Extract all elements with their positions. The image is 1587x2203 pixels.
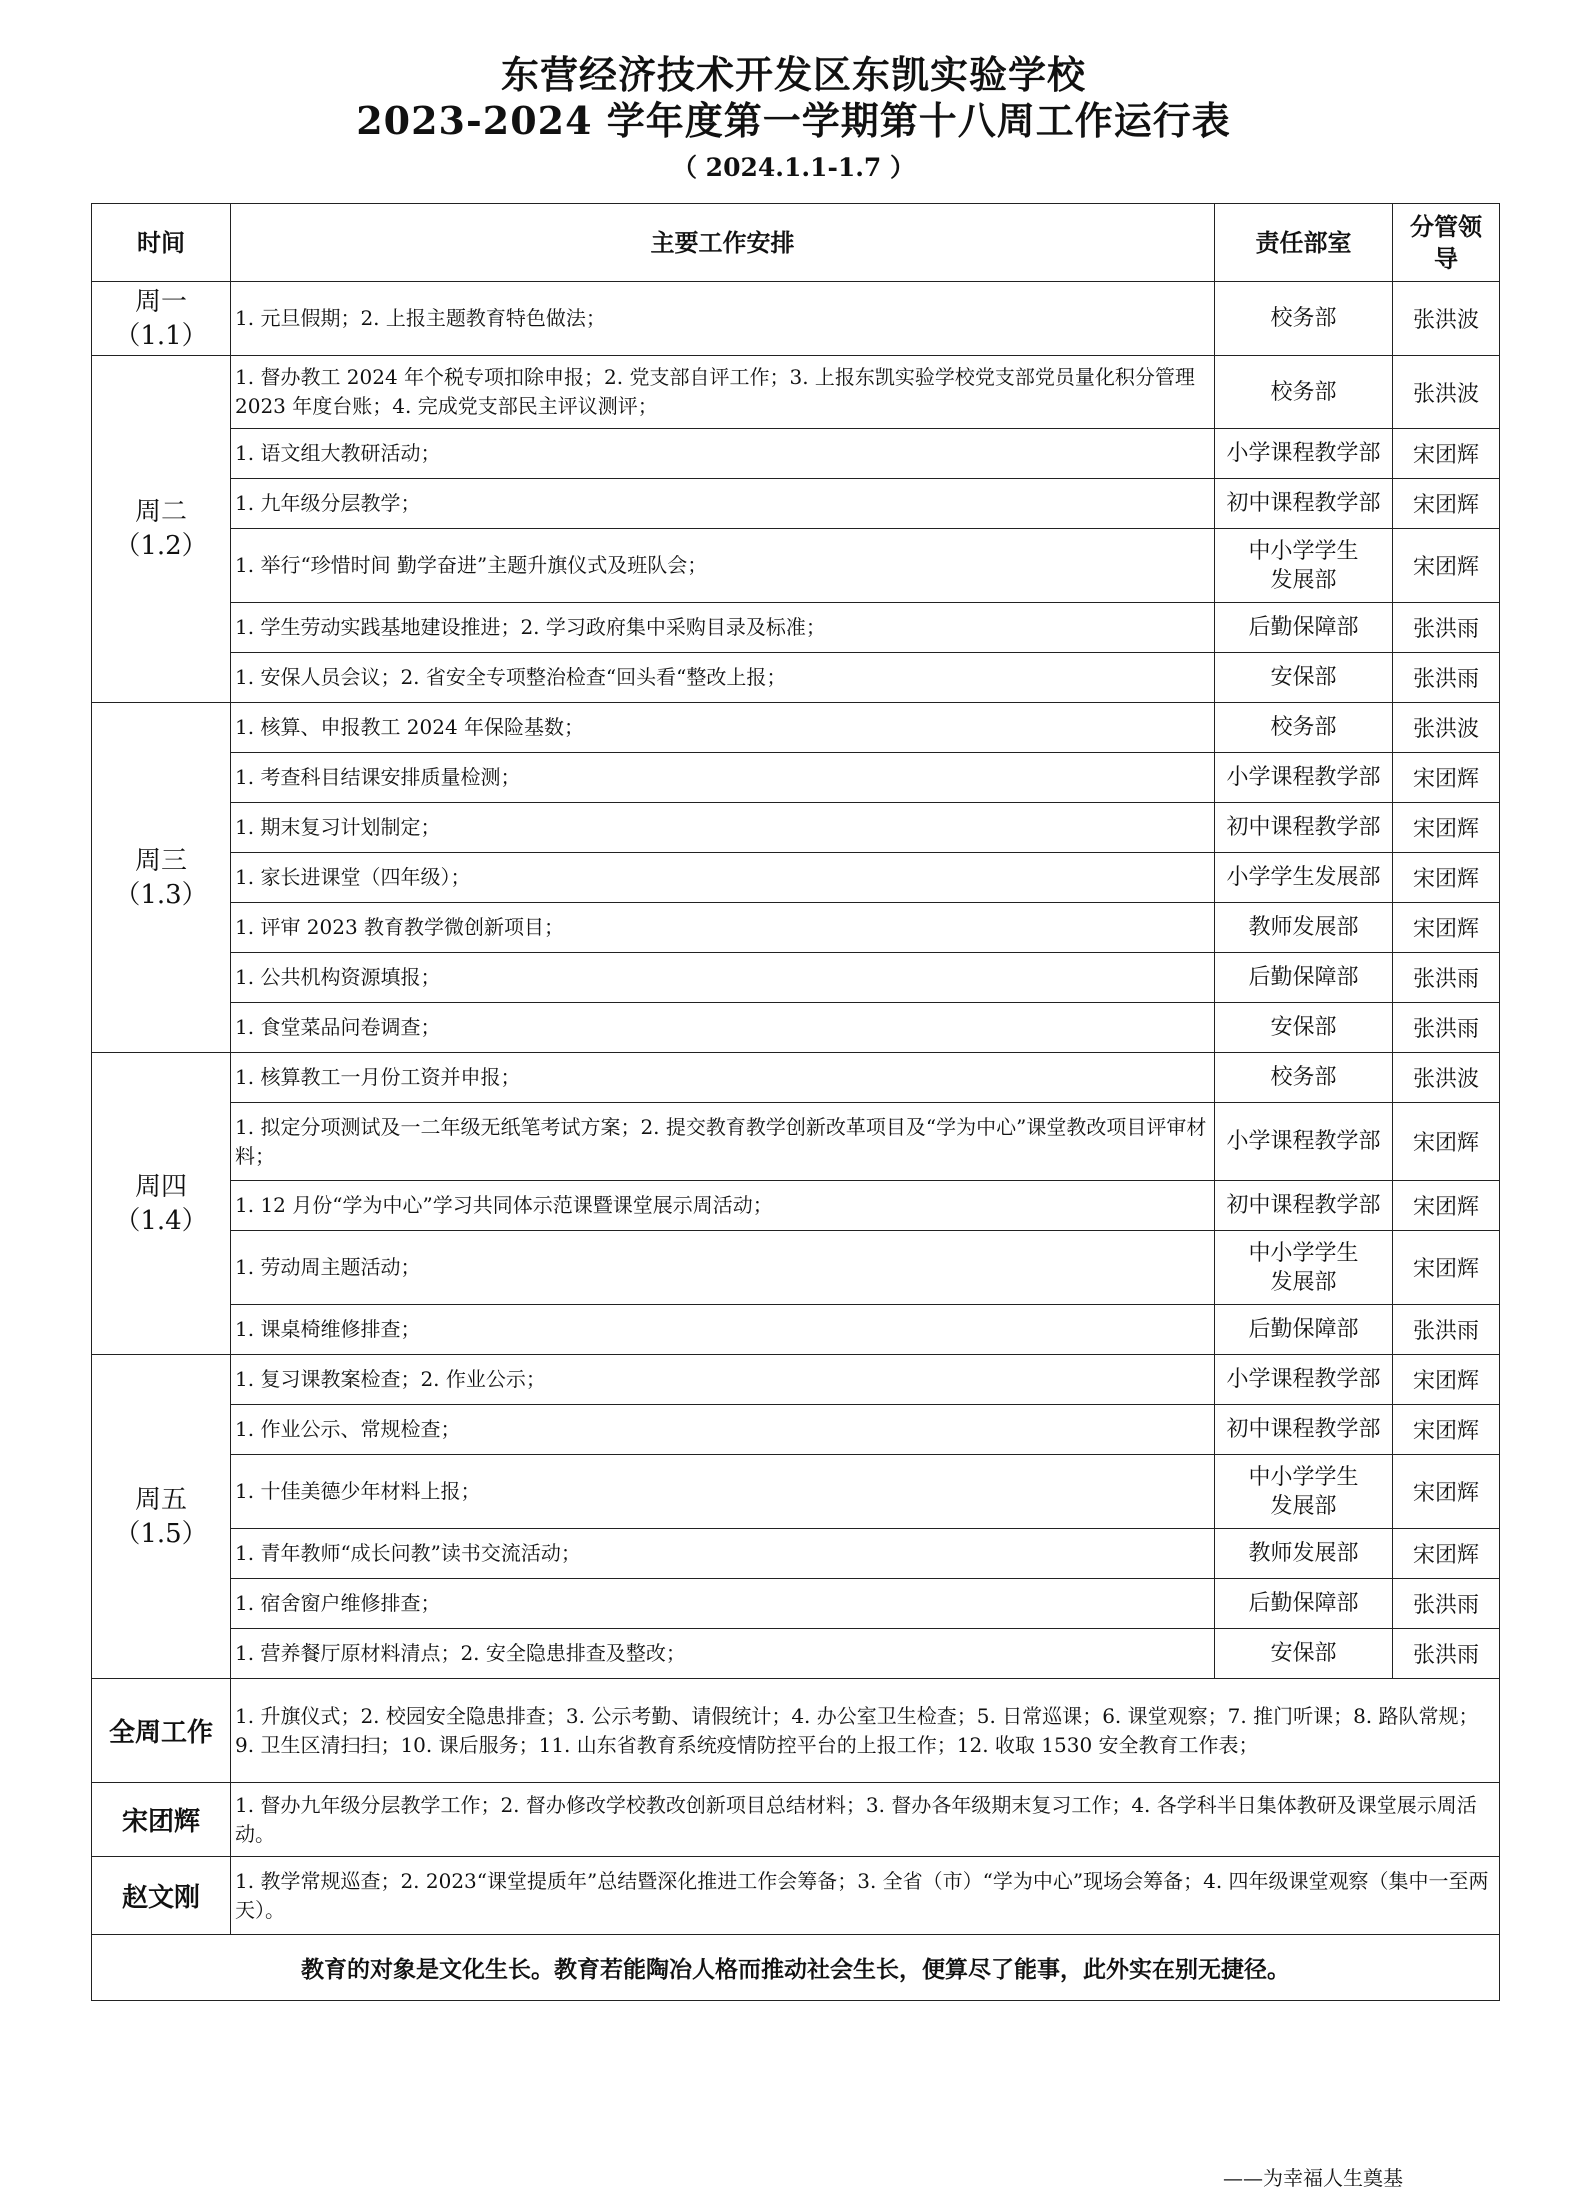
table-row: [92, 803, 1500, 853]
department-cell: [1215, 1355, 1393, 1405]
leader-cell: 宋团辉: [1393, 1355, 1500, 1405]
department-text: 后勤保障部: [1248, 615, 1359, 640]
leader-cell: 张洪雨: [1393, 1003, 1500, 1053]
table-row: [92, 429, 1500, 479]
task-cell: 1. 期末复习计划制定；: [231, 803, 1215, 853]
leader-cell: 张洪雨: [1393, 603, 1500, 653]
department-cell: [1215, 853, 1393, 903]
task-cell: 1. 语文组大教研活动；: [231, 429, 1215, 479]
school-name: 东营经济技术开发区东凯实验学校: [500, 52, 1086, 97]
day-date: （1.5）: [114, 1518, 208, 1549]
department-text: 中小学学生发展部: [1248, 1240, 1359, 1295]
leader-cell: 张洪雨: [1393, 1579, 1500, 1629]
task-cell: 1. 家长进课堂（四年级）；: [231, 853, 1215, 903]
table-row: [92, 356, 1500, 429]
department-cell: [1215, 1405, 1393, 1455]
day-name: 周三: [134, 845, 187, 876]
summary-label: 宋团辉: [92, 1783, 231, 1857]
department-text: 安保部: [1270, 665, 1337, 690]
department-text: 小学课程教学部: [1226, 441, 1381, 466]
department-cell: [1215, 953, 1393, 1003]
date-range: （ 2024.1.1-1.7 ）: [671, 153, 916, 182]
table-header-row: [92, 204, 1500, 282]
day-cell: [92, 703, 231, 1053]
column-header-tasks: 主要工作安排: [231, 204, 1215, 282]
department-text: 初中课程教学部: [1226, 815, 1381, 840]
summary-text: 1. 升旗仪式；2. 校园安全隐患排查；3. 公示考勤、请假统计；4. 办公室卫生检查；5. 日常巡课；6. 课堂观察；7. 推门听课；8. 路队常规；9. 卫生区清扫扫；10. 课后服务；11. 山东省教育系统疫情防控平台的上报工作；12. 收取 1530 安全教育工作表；: [231, 1679, 1500, 1783]
leader-cell: 张洪波: [1393, 1053, 1500, 1103]
department-cell: [1215, 479, 1393, 529]
department-text: 初中课程教学部: [1226, 491, 1381, 516]
leader-cell: 宋团辉: [1393, 1529, 1500, 1579]
department-text: 校务部: [1270, 1065, 1337, 1090]
department-text: 中小学学生发展部: [1248, 1464, 1359, 1519]
table-row: [92, 1579, 1500, 1629]
table-row: [92, 1305, 1500, 1355]
table-row: [92, 953, 1500, 1003]
department-text: 校务部: [1270, 306, 1337, 331]
department-text: 校务部: [1270, 379, 1337, 405]
day-name: 周五: [134, 1484, 187, 1515]
day-name: 周二: [134, 497, 187, 527]
department-text: 教师发展部: [1248, 1541, 1359, 1566]
leader-cell: 张洪雨: [1393, 653, 1500, 703]
table-row: [92, 1231, 1500, 1305]
task-cell: 1. 宿舍窗户维修排查；: [231, 1579, 1215, 1629]
department-cell: [1215, 1181, 1393, 1231]
summary-label: 全周工作: [92, 1679, 231, 1783]
department-cell: [1215, 282, 1393, 356]
department-cell: [1215, 1103, 1393, 1181]
task-cell: 1. 九年级分层教学；: [231, 479, 1215, 529]
task-cell: 1. 十佳美德少年材料上报；: [231, 1455, 1215, 1529]
leader-cell: 宋团辉: [1393, 1455, 1500, 1529]
motto-row: [92, 1935, 1500, 2001]
department-text: 小学课程教学部: [1226, 1367, 1381, 1392]
task-cell: 1. 举行“珍惜时间 勤学奋进”主题升旗仪式及班队会；: [231, 529, 1215, 603]
day-name: 周四: [134, 1171, 187, 1202]
department-cell: [1215, 1455, 1393, 1529]
leader-cell: 宋团辉: [1393, 1103, 1500, 1181]
table-row: [92, 1103, 1500, 1181]
task-cell: 1. 作业公示、常规检查；: [231, 1405, 1215, 1455]
department-cell: [1215, 603, 1393, 653]
day-cell: [92, 1355, 231, 1679]
department-cell: [1215, 1579, 1393, 1629]
task-cell: 1. 核算、申报教工 2024 年保险基数；: [231, 703, 1215, 753]
summary-row: [92, 1857, 1500, 1935]
task-cell: 1. 青年教师“成长问教”读书交流活动；: [231, 1529, 1215, 1579]
table-row: [92, 1181, 1500, 1231]
table-row: [92, 603, 1500, 653]
department-cell: [1215, 429, 1393, 479]
table-row: [92, 1405, 1500, 1455]
task-cell: 1. 营养餐厅原材料清点；2. 安全隐患排查及整改；: [231, 1629, 1215, 1679]
day-date: （1.2）: [114, 531, 208, 561]
task-cell: 1. 安保人员会议；2. 省安全专项整治检查“回头看“整改上报；: [231, 653, 1215, 703]
summary-text: 1. 督办九年级分层教学工作；2. 督办修改学校教改创新项目总结材料；3. 督办各年级期末复习工作；4. 各学科半日集体教研及课堂展示周活动。: [231, 1783, 1500, 1857]
department-cell: [1215, 803, 1393, 853]
leader-cell: 宋团辉: [1393, 429, 1500, 479]
leader-cell: 宋团辉: [1393, 1405, 1500, 1455]
department-text: 安保部: [1270, 1015, 1337, 1040]
summary-text: 1. 教学常规巡查；2. 2023“课堂提质年”总结暨深化推进工作会筹备；3. 全省（市）“学为中心”现场会筹备；4. 四年级课堂观察（集中一至两天）。: [231, 1857, 1500, 1935]
task-cell: 1. 公共机构资源填报；: [231, 953, 1215, 1003]
table-row: [92, 1355, 1500, 1405]
column-header-time: 时间: [92, 204, 231, 282]
department-cell: [1215, 653, 1393, 703]
motto-text: 教育的对象是文化生长。教育若能陶冶人格而推动社会生长，便算尽了能事，此外实在别无捷径。: [92, 1935, 1500, 2001]
leader-cell: 张洪雨: [1393, 953, 1500, 1003]
table-row: [92, 653, 1500, 703]
footer-slogan: ——为幸福人生奠基: [1223, 2166, 1403, 2190]
table-row: [92, 529, 1500, 603]
summary-row: [92, 1783, 1500, 1857]
table-row: [92, 903, 1500, 953]
document-header: [0, 52, 1587, 186]
task-cell: 1. 评审 2023 教育教学微创新项目；: [231, 903, 1215, 953]
leader-cell: 宋团辉: [1393, 1181, 1500, 1231]
day-cell: [92, 356, 231, 703]
table-row: [92, 853, 1500, 903]
task-cell: 1. 劳动周主题活动；: [231, 1231, 1215, 1305]
leader-cell: 宋团辉: [1393, 753, 1500, 803]
column-header-department: 责任部室: [1215, 204, 1393, 282]
day-date: （1.3）: [114, 879, 208, 910]
summary-label: 赵文刚: [92, 1857, 231, 1935]
department-text: 小学课程教学部: [1226, 765, 1381, 790]
day-cell: [92, 1053, 231, 1355]
task-cell: 1. 12 月份“学为中心”学习共同体示范课暨课堂展示周活动；: [231, 1181, 1215, 1231]
task-cell: 1. 食堂菜品问卷调查；: [231, 1003, 1215, 1053]
department-text: 中小学学生发展部: [1248, 538, 1359, 593]
department-text: 后勤保障部: [1248, 1591, 1359, 1616]
table-row: [92, 753, 1500, 803]
leader-cell: 宋团辉: [1393, 853, 1500, 903]
department-cell: [1215, 356, 1393, 429]
table-row: [92, 1003, 1500, 1053]
department-cell: [1215, 1529, 1393, 1579]
leader-cell: 宋团辉: [1393, 1231, 1500, 1305]
day-cell: [92, 282, 231, 356]
leader-cell: 张洪雨: [1393, 1305, 1500, 1355]
task-cell: 1. 复习课教案检查；2. 作业公示；: [231, 1355, 1215, 1405]
table-row: [92, 282, 1500, 356]
task-cell: 1. 拟定分项测试及一二年级无纸笔考试方案；2. 提交教育教学创新改革项目及“学为中心”课堂教改项目评审材料；: [231, 1103, 1215, 1181]
task-cell: 1. 课桌椅维修排查；: [231, 1305, 1215, 1355]
department-text: 小学课程教学部: [1226, 1129, 1381, 1154]
leader-cell: 宋团辉: [1393, 529, 1500, 603]
department-text: 教师发展部: [1248, 915, 1359, 940]
leader-cell: 张洪波: [1393, 356, 1500, 429]
department-text: 校务部: [1270, 715, 1337, 740]
department-text: 初中课程教学部: [1226, 1417, 1381, 1442]
table-row: [92, 1629, 1500, 1679]
table-row: [92, 703, 1500, 753]
leader-cell: 张洪雨: [1393, 1629, 1500, 1679]
department-text: 初中课程教学部: [1226, 1193, 1381, 1218]
department-cell: [1215, 903, 1393, 953]
department-cell: [1215, 1003, 1393, 1053]
document-title: 2023-2024 学年度第一学期第十八周工作运行表: [356, 98, 1231, 143]
summary-row: [92, 1679, 1500, 1783]
task-cell: 1. 考查科目结课安排质量检测；: [231, 753, 1215, 803]
schedule-body: [92, 282, 1500, 2001]
column-header-leader: 分管领导: [1393, 204, 1500, 282]
department-cell: [1215, 1629, 1393, 1679]
department-cell: [1215, 1231, 1393, 1305]
department-cell: [1215, 703, 1393, 753]
department-cell: [1215, 1053, 1393, 1103]
department-cell: [1215, 1305, 1393, 1355]
table-row: [92, 479, 1500, 529]
task-cell: 1. 元旦假期；2. 上报主题教育特色做法；: [231, 282, 1215, 356]
day-date: （1.4）: [114, 1205, 208, 1236]
table-row: [92, 1455, 1500, 1529]
day-name: 周一: [134, 286, 187, 317]
leader-cell: 宋团辉: [1393, 903, 1500, 953]
leader-cell: 宋团辉: [1393, 803, 1500, 853]
table-row: [92, 1529, 1500, 1579]
day-date: （1.1）: [114, 320, 208, 351]
task-cell: 1. 学生劳动实践基地建设推进；2. 学习政府集中采购目录及标准；: [231, 603, 1215, 653]
department-text: 小学学生发展部: [1226, 865, 1381, 890]
leader-cell: 宋团辉: [1393, 479, 1500, 529]
department-text: 安保部: [1270, 1641, 1337, 1666]
department-text: 后勤保障部: [1248, 965, 1359, 990]
department-text: 后勤保障部: [1248, 1317, 1359, 1342]
department-cell: [1215, 529, 1393, 603]
department-cell: [1215, 753, 1393, 803]
leader-cell: 张洪波: [1393, 282, 1500, 356]
leader-cell: 张洪波: [1393, 703, 1500, 753]
schedule-table: [91, 203, 1500, 2001]
task-cell: 1. 督办教工 2024 年个税专项扣除申报；2. 党支部自评工作；3. 上报东凯实验学校党支部党员量化积分管理 2023 年度台账；4. 完成党支部民主评议测评；: [231, 356, 1215, 429]
task-cell: 1. 核算教工一月份工资并申报；: [231, 1053, 1215, 1103]
table-row: [92, 1053, 1500, 1103]
